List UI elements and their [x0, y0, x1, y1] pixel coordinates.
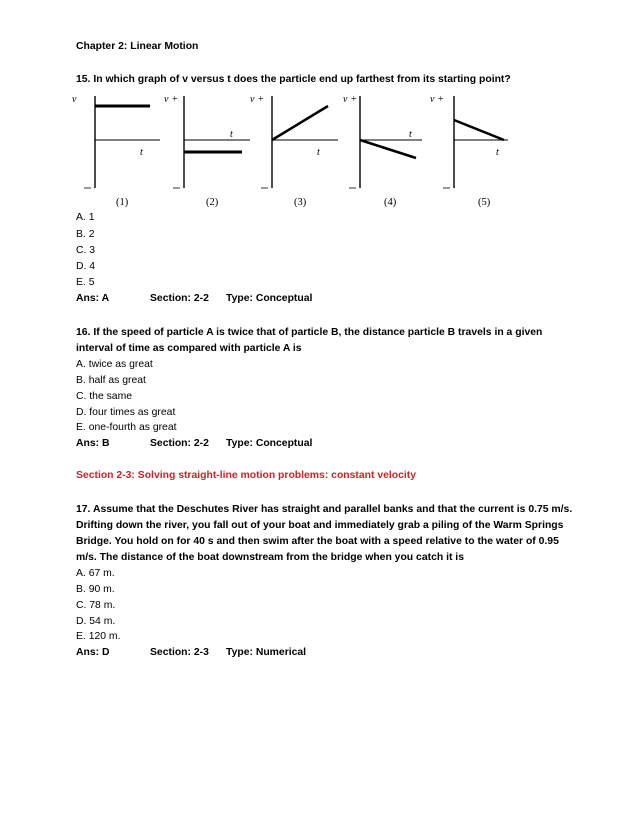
- q17-choice-b: B. 90 m.: [76, 584, 115, 595]
- q17-section: Section: 2-3: [150, 647, 209, 658]
- graph-5-curve: [454, 120, 504, 140]
- graph-3: [250, 94, 338, 208]
- question-17-line-1: 17. Assume that the Deschutes River has straight and parallel banks and that the current is 0.75 m/s.: [76, 504, 573, 515]
- q16-answer: Ans: B: [76, 438, 110, 449]
- graph-5-v-arrow: +: [438, 94, 444, 105]
- graph-1-v-label: v: [72, 94, 77, 105]
- question-17-line-3: Bridge. You hold on for 40 s and then swim after the boat with a speed relative to the water of 0.95: [76, 536, 559, 547]
- q15-choice-b: B. 2: [76, 229, 95, 240]
- q17-type: Type: Numerical: [226, 647, 307, 658]
- velocity-time-graphs: [70, 92, 520, 208]
- graph-2-v-arrow: +: [172, 94, 178, 105]
- q16-section: Section: 2-2: [150, 438, 209, 449]
- q15-choice-d: D. 4: [76, 261, 96, 272]
- graph-2-label: (2): [206, 197, 219, 208]
- q15-choice-c: C. 3: [76, 245, 96, 256]
- q17-choice-e: E. 120 m.: [76, 631, 121, 642]
- q17-choice-d: D. 54 m.: [76, 616, 116, 627]
- q15-choice-a: A. 1: [76, 212, 95, 223]
- graph-5-v-label: v: [430, 94, 435, 105]
- graph-1-t-label: t: [140, 147, 143, 158]
- q15-type: Type: Conceptual: [226, 293, 313, 304]
- question-15-text: 15. In which graph of v versus t does the particle end up farthest from its starting point?: [76, 74, 511, 85]
- graph-1-label: (1): [116, 197, 129, 208]
- question-16-line-2: interval of time as compared with particle A is: [76, 343, 302, 354]
- graph-3-label: (3): [294, 197, 307, 208]
- question-16-line-1: 16. If the speed of particle A is twice that of particle B, the distance particle B travels in a given: [76, 327, 543, 338]
- graph-4-label: (4): [384, 197, 397, 208]
- graph-3-t-label: t: [317, 147, 320, 158]
- question-17-line-4: m/s. The distance of the boat downstream from the bridge when you catch it is: [76, 552, 464, 563]
- section-heading: Section 2-3: Solving straight-line motion problems: constant velocity: [76, 470, 417, 481]
- q15-answer-line: [76, 292, 376, 305]
- graph-4: [343, 94, 422, 208]
- chapter-title: Chapter 2: Linear Motion: [76, 41, 199, 52]
- q16-type: Type: Conceptual: [226, 438, 313, 449]
- q15-section: Section: 2-2: [150, 293, 209, 304]
- q16-choice-c: C. the same: [76, 391, 133, 402]
- graph-4-v-label: v: [343, 94, 348, 105]
- graph-2: [164, 94, 250, 208]
- graph-4-v-arrow: +: [351, 94, 357, 105]
- graph-4-curve: [360, 140, 416, 158]
- q17-choice-c: C. 78 m.: [76, 600, 116, 611]
- graph-5-t-label: t: [496, 147, 499, 158]
- graph-2-t-label: t: [230, 129, 233, 140]
- graph-3-curve: [272, 106, 328, 140]
- graph-3-v-arrow: +: [258, 94, 264, 105]
- graph-5: [430, 94, 508, 208]
- graph-4-t-label: t: [409, 129, 412, 140]
- q16-choice-b: B. half as great: [76, 375, 146, 386]
- q16-answer-line: [76, 437, 376, 450]
- q16-choice-a: A. twice as great: [76, 359, 153, 370]
- graph-3-v-label: v: [250, 94, 255, 105]
- q17-answer-line: [76, 646, 376, 659]
- q16-choice-e: E. one-fourth as great: [76, 422, 177, 433]
- q16-choice-d: D. four times as great: [76, 407, 176, 418]
- q15-answer: Ans: A: [76, 293, 110, 304]
- q17-choice-a: A. 67 m.: [76, 568, 115, 579]
- graph-2-v-label: v: [164, 94, 169, 105]
- question-17-line-2: Drifting down the river, you fall out of your boat and immediately grab a piling of the Warm Springs: [76, 520, 564, 531]
- q17-answer: Ans: D: [76, 647, 110, 658]
- graph-1: [72, 94, 160, 208]
- graph-5-label: (5): [478, 197, 491, 208]
- q15-choice-e: E. 5: [76, 277, 95, 288]
